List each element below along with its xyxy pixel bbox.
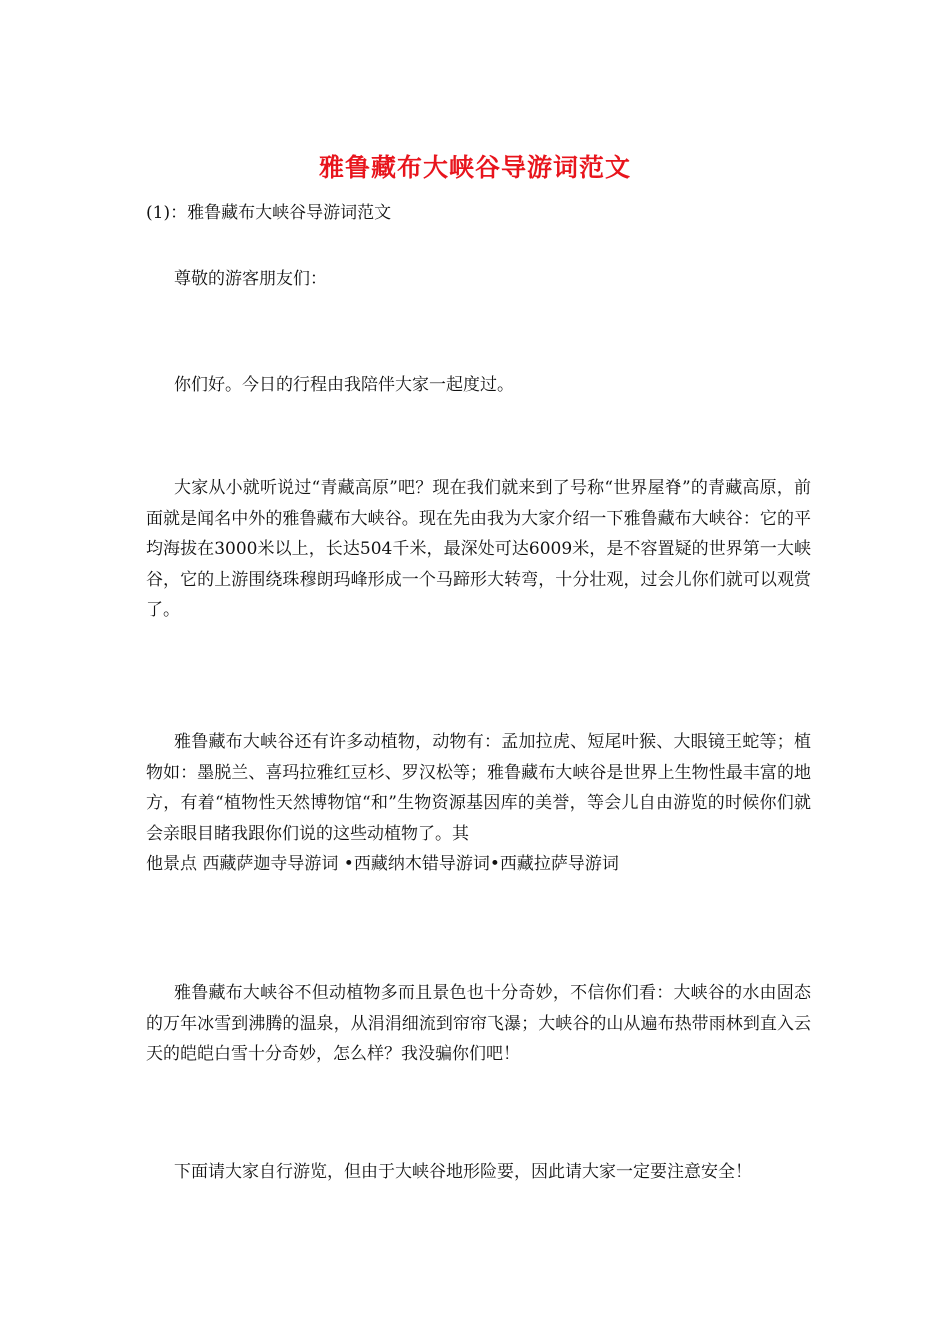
paragraph-wildlife: 雅鲁藏布大峡谷还有许多动植物，动物有：孟加拉虎、短尾叶猴、大眼镜王蛇等；植物如：墨脱兰、喜玛拉雅红豆杉、罗汉松等；雅鲁藏布大峡谷是世界上生物性最丰富的地方，有着“植物性天然博物馆“和”生物资源基因库的美誉，等会儿自由游览的时候你们就会亲眼目睹我跟你们说的这些动植物了。其 bbox=[146, 732, 811, 844]
paragraph-wildlife-block bbox=[146, 727, 811, 880]
paragraph-scenery: 雅鲁藏布大峡谷不但动植物多而且景色也十分奇妙，不信你们看：大峡谷的水由固态的万年冰雪到沸腾的温泉，从涓涓细流到帘帘飞瀑；大峡谷的山从遍布热带雨林到直入云天的皑皑白雪十分奇妙，怎么样？我没骗你们吧！ bbox=[146, 983, 811, 1064]
paragraph-intro: 大家从小就听说过“青藏高原”吧？现在我们就来到了号称“世界屋脊”的青藏高原，前面就是闻名中外的雅鲁藏布大峡谷。现在先由我为大家介绍一下雅鲁藏布大峡谷：它的平均海拔在3000米以上，长达504千米，最深处可达6009米，是不容置疑的世界第一大峡谷，它的上游围绕珠穆朗玛峰形成一个马蹄形大转弯，十分壮观，过会儿你们就可以观赏了。 bbox=[146, 478, 811, 620]
document-subtitle: (1)：雅鲁藏布大峡谷导游词范文 bbox=[146, 203, 392, 223]
document-title: 雅鲁藏布大峡谷导游词范文 bbox=[318, 153, 631, 182]
paragraph-greeting: 尊敬的游客朋友们： bbox=[174, 269, 327, 289]
paragraph-closing: 下面请大家自行游览，但由于大峡谷地形险要，因此请大家一定要注意安全！ bbox=[174, 1162, 752, 1182]
paragraph-hello: 你们好。今日的行程由我陪伴大家一起度过。 bbox=[174, 375, 514, 395]
related-links-line: 他景点 西藏萨迦寺导游词 •西藏纳木错导游词•西藏拉萨导游词 bbox=[146, 854, 619, 874]
